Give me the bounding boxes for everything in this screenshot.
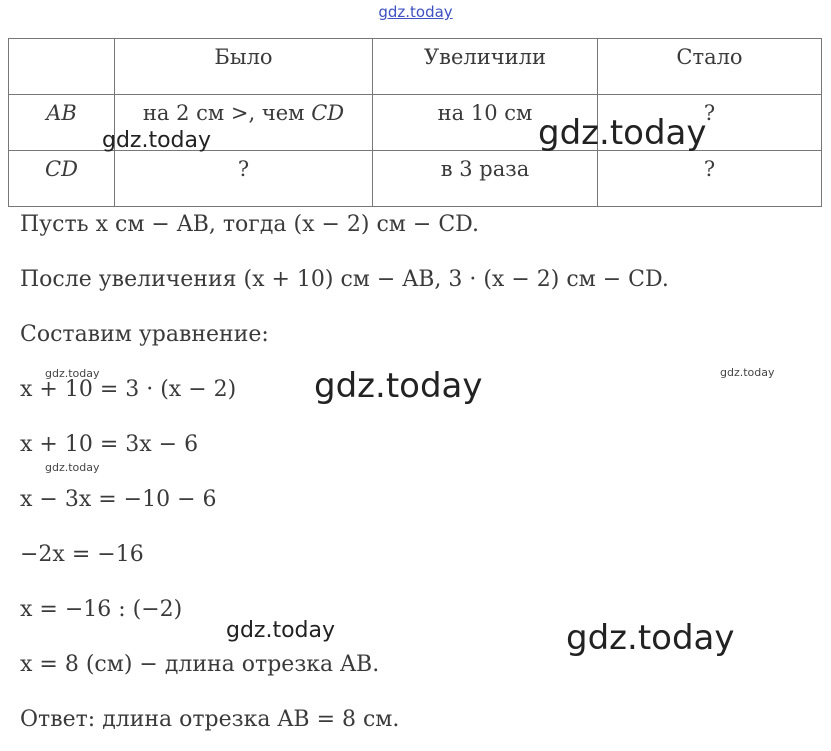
equation-2: x + 10 = 3x − 6 [20, 432, 199, 457]
watermark: gdz.today [226, 618, 336, 643]
header-cell-empty [9, 39, 115, 95]
row-label-cd: CD [9, 151, 115, 207]
cell-ab-result: ? [598, 95, 822, 151]
table-row [9, 151, 822, 207]
header-cell-became: Стало [598, 39, 822, 95]
cell-cd-was: ? [115, 151, 373, 207]
watermark: gdz.today [314, 366, 483, 406]
watermark: gdz.today [102, 128, 212, 153]
watermark: gdz.today [538, 113, 707, 153]
equation-1: x + 10 = 3 · (x − 2) [20, 377, 237, 402]
cell-ab-was-text: на 2 см >, чем [142, 101, 312, 125]
table-header-row [9, 39, 822, 95]
site-link[interactable]: gdz.today [378, 3, 453, 21]
solution-line-2: После увеличения (x + 10) см − AB, 3 · (x − 2) см − CD. [20, 267, 669, 292]
watermark: gdz.today [566, 618, 735, 658]
equation-3: x − 3x = −10 − 6 [20, 487, 217, 512]
row-label-ab: AB [9, 95, 115, 151]
cell-ab-was-var: CD [311, 101, 345, 125]
watermark: gdz.today [45, 461, 100, 474]
equation-5: x = −16 : (−2) [20, 597, 183, 622]
header-cell-was: Было [115, 39, 373, 95]
cell-cd-result: ? [598, 151, 822, 207]
cell-cd-increase: в 3 раза [373, 151, 598, 207]
header-cell-increased: Увеличили [373, 39, 598, 95]
solution-line-1: Пусть x см − AB, тогда (x − 2) см − CD. [20, 212, 480, 237]
answer-line: Ответ: длина отрезка AB = 8 см. [20, 707, 400, 732]
watermark: gdz.today [45, 367, 100, 380]
equation-6: x = 8 (см) − длина отрезка AB. [20, 652, 380, 677]
solution-line-3: Составим уравнение: [20, 322, 269, 347]
equation-4: −2x = −16 [20, 542, 144, 567]
watermark: gdz.today [720, 366, 775, 379]
cell-ab-increase: на 10 см [373, 95, 598, 151]
